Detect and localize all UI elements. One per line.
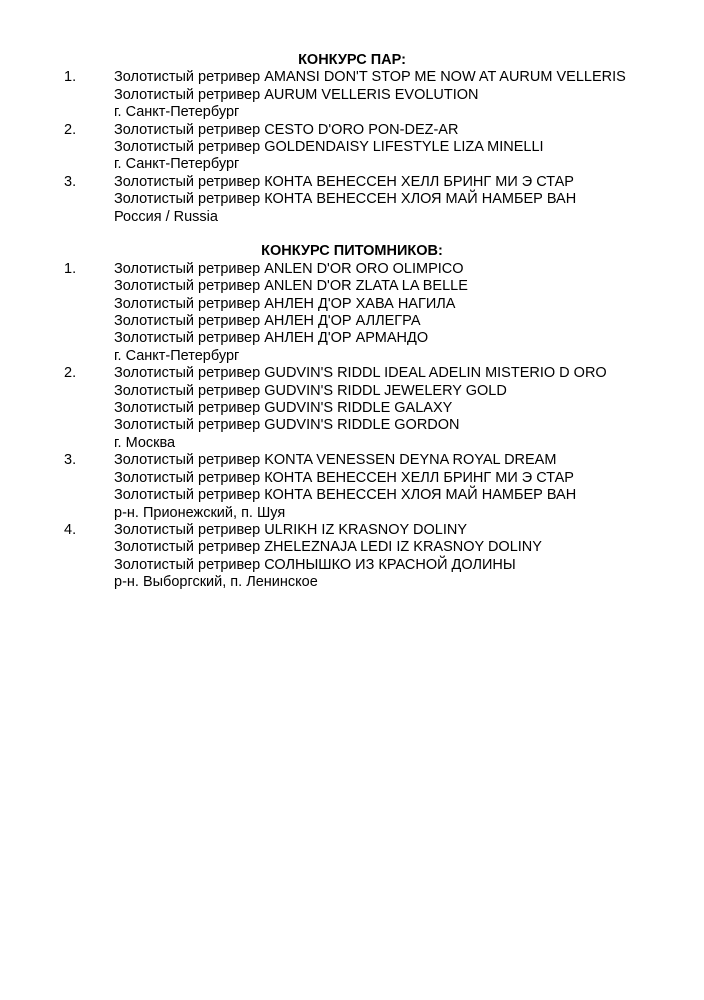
list-item-line: Золотистый ретривер GUDVIN'S RIDDL IDEAL ADELIN MISTERIO D ORO [114,365,607,382]
list-item-line: Золотистый ретривер AMANSI DON'T STOP ME NOW AT AURUM VELLERIS [114,69,626,86]
list-item-line: Золотистый ретривер AURUM VELLERIS EVOLUTION [114,86,479,103]
list-item [0,261,704,365]
list-item-lines [114,365,644,452]
list-item [0,122,704,174]
list-item-line: г. Санкт-Петербург [114,156,240,173]
pairs-title: КОНКУРС ПАР: [298,52,406,68]
list-item-line: Золотистый ретривер GOLDENDAISY LIFESTYLE LIZA MINELLI [114,139,544,156]
list-item-line: Золотистый ретривер КОНТА ВЕНЕССЕН ХЕЛЛ БРИНГ МИ Э СТАР [114,469,574,486]
list-item-lines [114,174,644,226]
list-item-number: 1. [64,69,77,86]
list-item [0,452,704,522]
kennels-list [0,261,704,592]
list-item-number: 1. [64,260,77,277]
list-item-lines [114,522,644,592]
list-item-line: Золотистый ретривер ANLEN D'OR ZLATA LA BELLE [114,278,468,295]
list-item-line: Золотистый ретривер GUDVIN'S RIDDLE GALAXY [114,400,453,417]
list-item-line: Золотистый ретривер ZHELEZNAJA LEDI IZ KRASNOY DOLINY [114,539,542,556]
list-item-line: Золотистый ретривер АНЛЕН Д'ОР ХАВА НАГИЛА [114,295,456,312]
list-item-line: Золотистый ретривер CESTO D'ORO PON-DEZ-AR [114,121,459,138]
list-item-line: Золотистый ретривер КОНТА ВЕНЕССЕН ХЕЛЛ БРИНГ МИ Э СТАР [114,173,574,190]
list-item-lines [114,261,644,365]
list-item [0,365,704,452]
document-page [0,52,704,592]
list-item-line: г. Санкт-Петербург [114,347,240,364]
list-item-number: 4. [64,521,77,538]
pairs-list [0,69,704,226]
list-item [0,69,704,121]
list-item-number: 2. [64,365,77,382]
list-item-number: 2. [64,121,77,138]
list-item-line: Золотистый ретривер КОНТА ВЕНЕССЕН ХЛОЯ МАЙ НАМБЕР ВАН [114,487,577,504]
list-item-line: Золотистый ретривер GUDVIN'S RIDDL JEWELERY GOLD [114,382,507,399]
kennels-title: КОНКУРС ПИТОМНИКОВ: [261,243,443,260]
list-item-line: Золотистый ретривер АНЛЕН Д'ОР АЛЛЕГРА [114,313,421,330]
list-item-lines [114,452,644,522]
list-item-line: Золотистый ретривер АНЛЕН Д'ОР АРМАНДО [114,330,429,347]
list-item-line: Золотистый ретривер СОЛНЫШКО ИЗ КРАСНОЙ ДОЛИНЫ [114,556,516,573]
list-item-line: Россия / Russia [114,208,218,225]
list-item-lines [114,122,644,174]
list-item-line: г. Москва [114,434,176,451]
list-item-number: 3. [64,173,77,190]
list-item-line: Золотистый ретривер GUDVIN'S RIDDLE GORDON [114,417,460,434]
list-item-line: Золотистый ретривер ULRIKH IZ KRASNOY DOLINY [114,521,467,538]
list-item-line: г. Санкт-Петербург [114,104,240,121]
list-item [0,174,704,226]
list-item [0,522,704,592]
list-item-line: р-н. Выборгский, п. Ленинское [114,574,318,591]
list-item-number: 3. [64,452,77,469]
list-item-line: Золотистый ретривер ANLEN D'OR ORO OLIMPICO [114,260,464,277]
list-item-line: р-н. Прионежский, п. Шуя [114,504,286,521]
list-item-lines [114,69,644,121]
list-item-line: Золотистый ретривер КОНТА ВЕНЕССЕН ХЛОЯ МАЙ НАМБЕР ВАН [114,191,577,208]
list-item-line: Золотистый ретривер KONTA VENESSEN DEYNA ROYAL DREAM [114,452,557,469]
